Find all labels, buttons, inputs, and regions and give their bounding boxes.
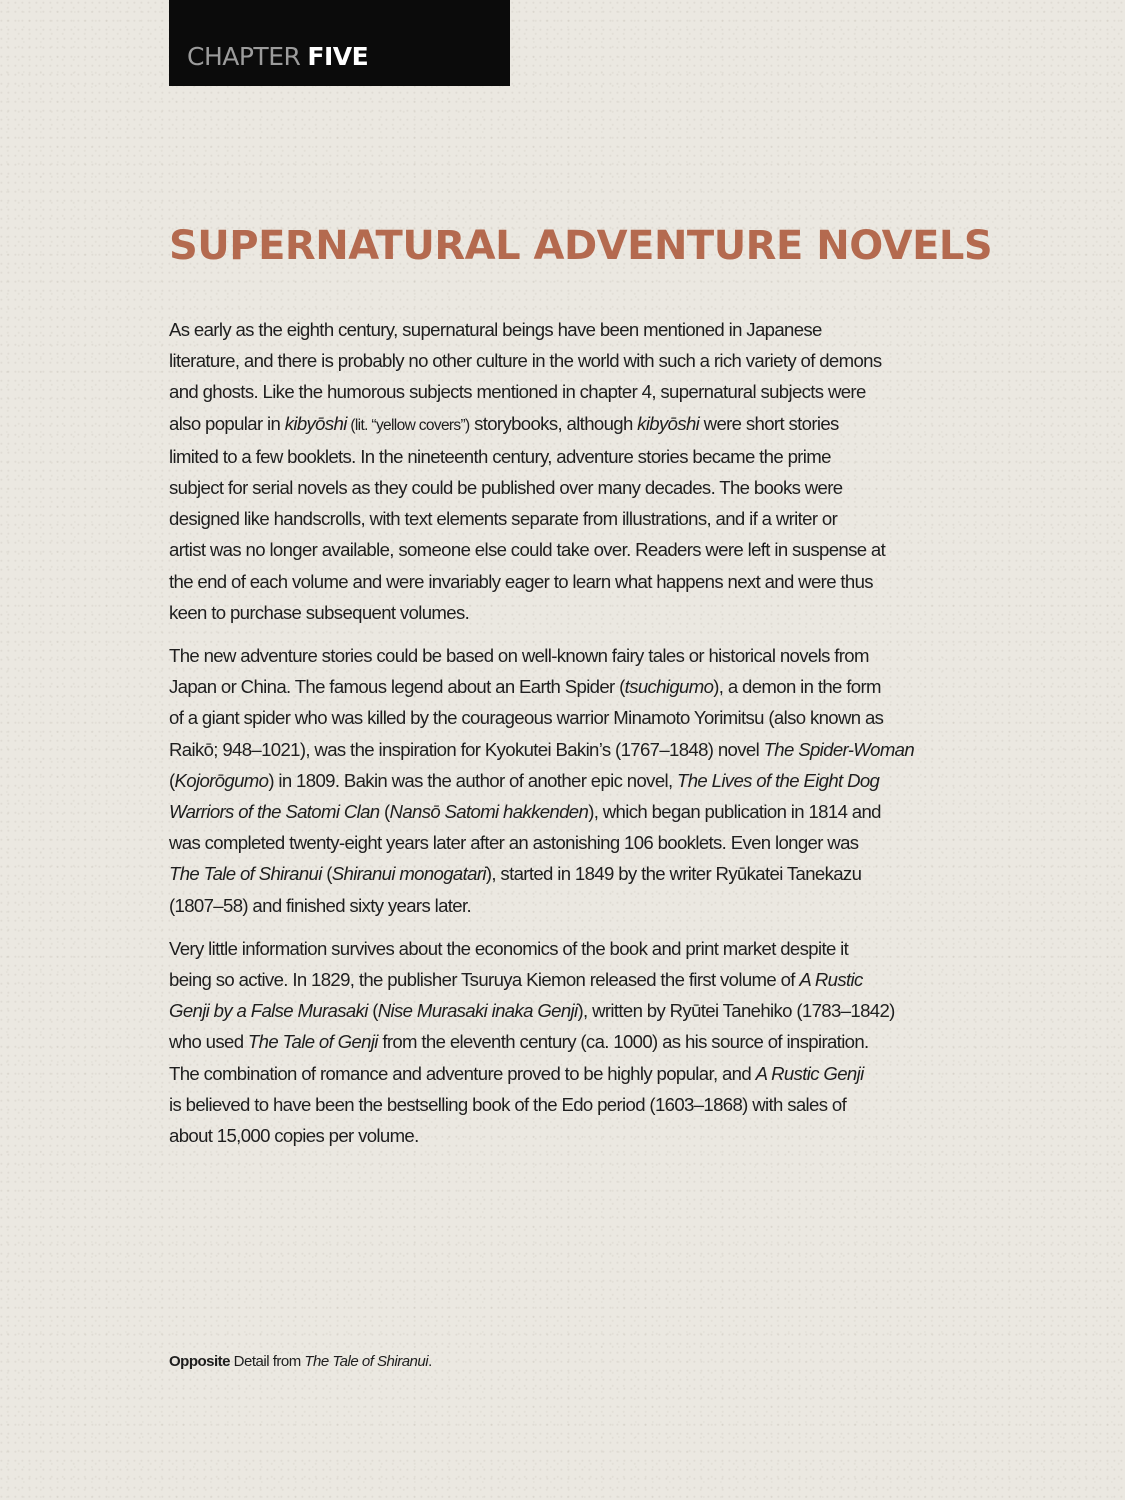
text-line bbox=[169, 1058, 1029, 1089]
italic-text: Kojorōgumo bbox=[174, 769, 269, 791]
italic-text: The Lives of the Eight Dog bbox=[677, 769, 880, 791]
italic-text: A Rustic bbox=[799, 969, 863, 991]
text-run: designed like handscrolls, with text elements separate from illustrations, and if a writer or bbox=[169, 508, 838, 530]
text-run: Raikō; 948–1021), was the inspiration for Kyokutei Bakin’s (1767–1848) novel bbox=[169, 738, 764, 760]
text-run: and ghosts. Like the humorous subjects mentioned in chapter 4, supernatural subjects were bbox=[169, 381, 866, 403]
text-line bbox=[169, 796, 1029, 827]
text-run: subject for serial novels as they could be published over many decades. The books were bbox=[169, 477, 843, 499]
text-line bbox=[169, 408, 1029, 441]
text-line bbox=[169, 1026, 1029, 1057]
italic-text: Shiranui monogatari bbox=[331, 863, 486, 885]
text-run: ( bbox=[321, 863, 332, 885]
text-line bbox=[169, 345, 1029, 376]
text-run: artist was no longer available, someone else could take over. Readers were left in suspense at bbox=[169, 539, 886, 561]
italic-text: Nise Murasaki inaka Genji bbox=[377, 1000, 578, 1022]
text-line bbox=[169, 734, 1029, 765]
text-line bbox=[169, 1089, 1029, 1120]
text-run: Very little information survives about the economics of the book and print market despite it bbox=[169, 937, 849, 959]
text-run: keen to purchase subsequent volumes. bbox=[169, 601, 470, 623]
figure-caption bbox=[169, 1351, 432, 1373]
page-title: SUPERNATURAL ADVENTURE NOVELS bbox=[169, 223, 993, 269]
text-run: ), started in 1849 by the writer Ryūkatei Tanekazu bbox=[485, 863, 862, 885]
text-line bbox=[169, 503, 1029, 534]
text-run: were short stories bbox=[699, 412, 839, 434]
chapter-word: CHAPTER bbox=[187, 42, 301, 71]
text-run: The combination of romance and adventure proved to be highly popular, and bbox=[169, 1062, 756, 1084]
caption-label: Opposite bbox=[169, 1353, 231, 1370]
italic-text: kibyōshi bbox=[284, 412, 347, 434]
text-line bbox=[169, 765, 1029, 796]
italic-text: Genji by a False Murasaki bbox=[169, 1000, 368, 1022]
italic-text: tsuchigumo bbox=[624, 676, 714, 698]
chapter-label bbox=[187, 42, 368, 72]
text-run: being so active. In 1829, the publisher Tsuruya Kiemon released the first volume of bbox=[169, 969, 800, 991]
text-run: storybooks, although bbox=[469, 412, 638, 434]
text-run: of a giant spider who was killed by the courageous warrior Minamoto Yorimitsu (also known as bbox=[169, 707, 884, 729]
text-line bbox=[169, 827, 1029, 858]
body-paragraph bbox=[169, 933, 1029, 1151]
body-paragraph bbox=[169, 640, 1029, 921]
text-run: about 15,000 copies per volume. bbox=[169, 1125, 419, 1147]
caption-text: Detail from bbox=[230, 1353, 305, 1370]
italic-text: kibyōshi bbox=[637, 412, 700, 434]
text-line bbox=[169, 858, 1029, 889]
text-run: also popular in bbox=[169, 412, 285, 434]
text-run: ( bbox=[367, 1000, 378, 1022]
italic-text: The Tale of Shiranui bbox=[169, 863, 322, 885]
text-line bbox=[169, 933, 1029, 964]
text-run: (lit. “yellow covers”) bbox=[346, 416, 470, 434]
caption-title: The Tale of Shiranui bbox=[304, 1353, 429, 1370]
text-run: is believed to have been the bestselling book of the Edo period (1603–1868) with sales of bbox=[169, 1093, 847, 1115]
body-text bbox=[169, 314, 1029, 1163]
chapter-tab bbox=[169, 0, 510, 86]
text-run: ), a demon in the form bbox=[713, 676, 881, 698]
text-run: ( bbox=[379, 801, 390, 823]
text-line bbox=[169, 472, 1029, 503]
text-run: was completed twenty-eight years later after an astonishing 106 booklets. Even longer was bbox=[169, 832, 859, 854]
text-run: who used bbox=[169, 1031, 248, 1053]
text-run: ( bbox=[169, 769, 175, 791]
text-line bbox=[169, 534, 1029, 565]
text-run: from the eleventh century (ca. 1000) as his source of inspiration. bbox=[377, 1031, 869, 1053]
text-line bbox=[169, 441, 1029, 472]
italic-text: Nansō Satomi hakkenden bbox=[389, 801, 589, 823]
text-line bbox=[169, 1120, 1029, 1151]
text-line bbox=[169, 376, 1029, 407]
chapter-number: FIVE bbox=[307, 42, 369, 71]
text-run: The new adventure stories could be based on well-known fairy tales or historical novels from bbox=[169, 645, 869, 667]
italic-text: The Tale of Genji bbox=[247, 1031, 378, 1053]
italic-text: Warriors of the Satomi Clan bbox=[169, 801, 380, 823]
caption-end: . bbox=[428, 1353, 432, 1370]
text-line bbox=[169, 640, 1029, 671]
text-line bbox=[169, 566, 1029, 597]
text-run: literature, and there is probably no other culture in the world with such a rich variety of demons bbox=[169, 350, 882, 372]
text-line bbox=[169, 890, 1029, 921]
text-line bbox=[169, 995, 1029, 1026]
text-run: Japan or China. The famous legend about an Earth Spider ( bbox=[169, 676, 625, 698]
body-paragraph bbox=[169, 314, 1029, 628]
text-run: (1807–58) and finished sixty years later. bbox=[169, 894, 472, 916]
italic-text: The Spider-Woman bbox=[763, 738, 915, 760]
text-run: ) in 1809. Bakin was the author of another epic novel, bbox=[268, 769, 678, 791]
text-line bbox=[169, 671, 1029, 702]
text-line bbox=[169, 597, 1029, 628]
text-line bbox=[169, 964, 1029, 995]
text-run: the end of each volume and were invariably eager to learn what happens next and were thus bbox=[169, 570, 873, 592]
text-run: limited to a few booklets. In the nineteenth century, adventure stories became the prime bbox=[169, 445, 831, 467]
text-run: ), which began publication in 1814 and bbox=[588, 801, 881, 823]
text-line bbox=[169, 702, 1029, 733]
italic-text: A Rustic Genji bbox=[755, 1062, 864, 1084]
text-line bbox=[169, 314, 1029, 345]
text-run: As early as the eighth century, supernatural beings have been mentioned in Japanese bbox=[169, 319, 822, 340]
text-run: ), written by Ryūtei Tanehiko (1783–1842) bbox=[577, 1000, 895, 1022]
